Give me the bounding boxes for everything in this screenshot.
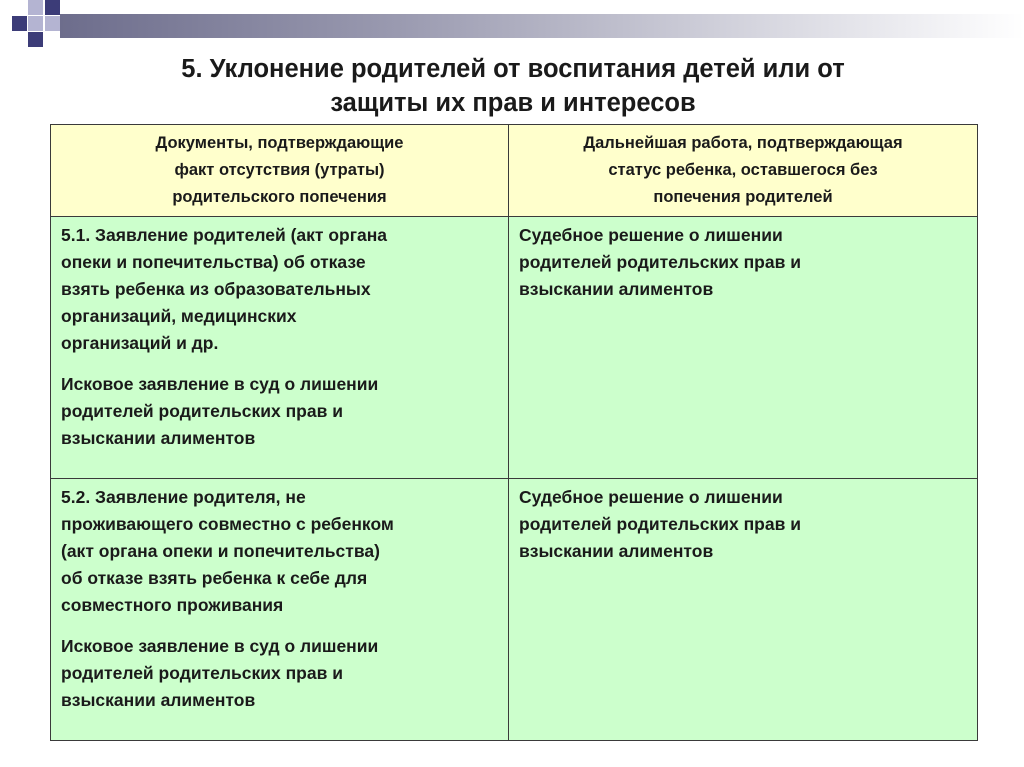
title-line: защиты их прав и интересов (330, 89, 696, 117)
decor-square (28, 0, 43, 15)
cell-line: Исковое заявление в суд о лишении (61, 636, 379, 656)
header-line: статус ребенка, оставшегося без (608, 161, 878, 179)
header-line: Дальнейшая работа, подтверждающая (583, 134, 903, 152)
documents-table (50, 124, 978, 741)
table-header-row (51, 125, 978, 217)
decor-square (12, 16, 27, 31)
cell-line: родителей родительских прав и (61, 401, 343, 421)
title-line: 5. Уклонение родителей от воспитания детей или от (181, 55, 845, 83)
cell-line: опеки и попечительства) об отказе (61, 252, 366, 272)
cell-line: взять ребенка из образовательных (61, 279, 371, 299)
cell-paragraph (61, 484, 500, 619)
header-cell-further-work (509, 125, 978, 217)
cell-line: об отказе взять ребенка к себе для (61, 568, 368, 588)
cell-line: родителей родительских прав и (519, 514, 801, 534)
cell-line: 5.1. Заявление родителей (акт органа (61, 225, 388, 245)
cell-line: проживающего совместно с ребенком (61, 514, 394, 534)
table-row (51, 479, 978, 741)
cell-line: взыскании алиментов (519, 541, 714, 561)
table-row (51, 217, 978, 479)
cell-line: организаций и др. (61, 333, 219, 353)
cell-paragraph (61, 371, 500, 452)
header-line: попечения родителей (653, 188, 833, 206)
cell-line: родителей родительских прав и (519, 252, 801, 272)
cell-line: родителей родительских прав и (61, 663, 343, 683)
cell-paragraph (519, 222, 969, 303)
cell-paragraph (61, 222, 500, 357)
cell-line: взыскании алиментов (61, 428, 256, 448)
cell-line: 5.2. Заявление родителя, не (61, 487, 306, 507)
decor-square (28, 16, 43, 31)
header-line: Документы, подтверждающие (155, 134, 404, 152)
header-cell-documents (51, 125, 509, 217)
cell-line: организаций, медицинских (61, 306, 297, 326)
cell-line: Судебное решение о лишении (519, 487, 783, 507)
cell-line: Судебное решение о лишении (519, 225, 783, 245)
decor-square (45, 16, 60, 31)
cell-documents (51, 217, 509, 479)
decor-square (28, 32, 43, 47)
decor-square (45, 0, 60, 15)
cell-line: взыскании алиментов (61, 690, 256, 710)
cell-paragraph (519, 484, 969, 565)
cell-line: совместного проживания (61, 595, 284, 615)
cell-line: Исковое заявление в суд о лишении (61, 374, 379, 394)
header-line: факт отсутствия (утраты) (174, 161, 385, 179)
cell-line: взыскании алиментов (519, 279, 714, 299)
slide-title (60, 52, 966, 120)
header-gradient-bar (60, 14, 1024, 38)
cell-paragraph (61, 633, 500, 714)
cell-further-work (509, 217, 978, 479)
cell-documents (51, 479, 509, 741)
header-line: родительского попечения (172, 188, 387, 206)
cell-further-work (509, 479, 978, 741)
cell-line: (акт органа опеки и попечительства) (61, 541, 380, 561)
